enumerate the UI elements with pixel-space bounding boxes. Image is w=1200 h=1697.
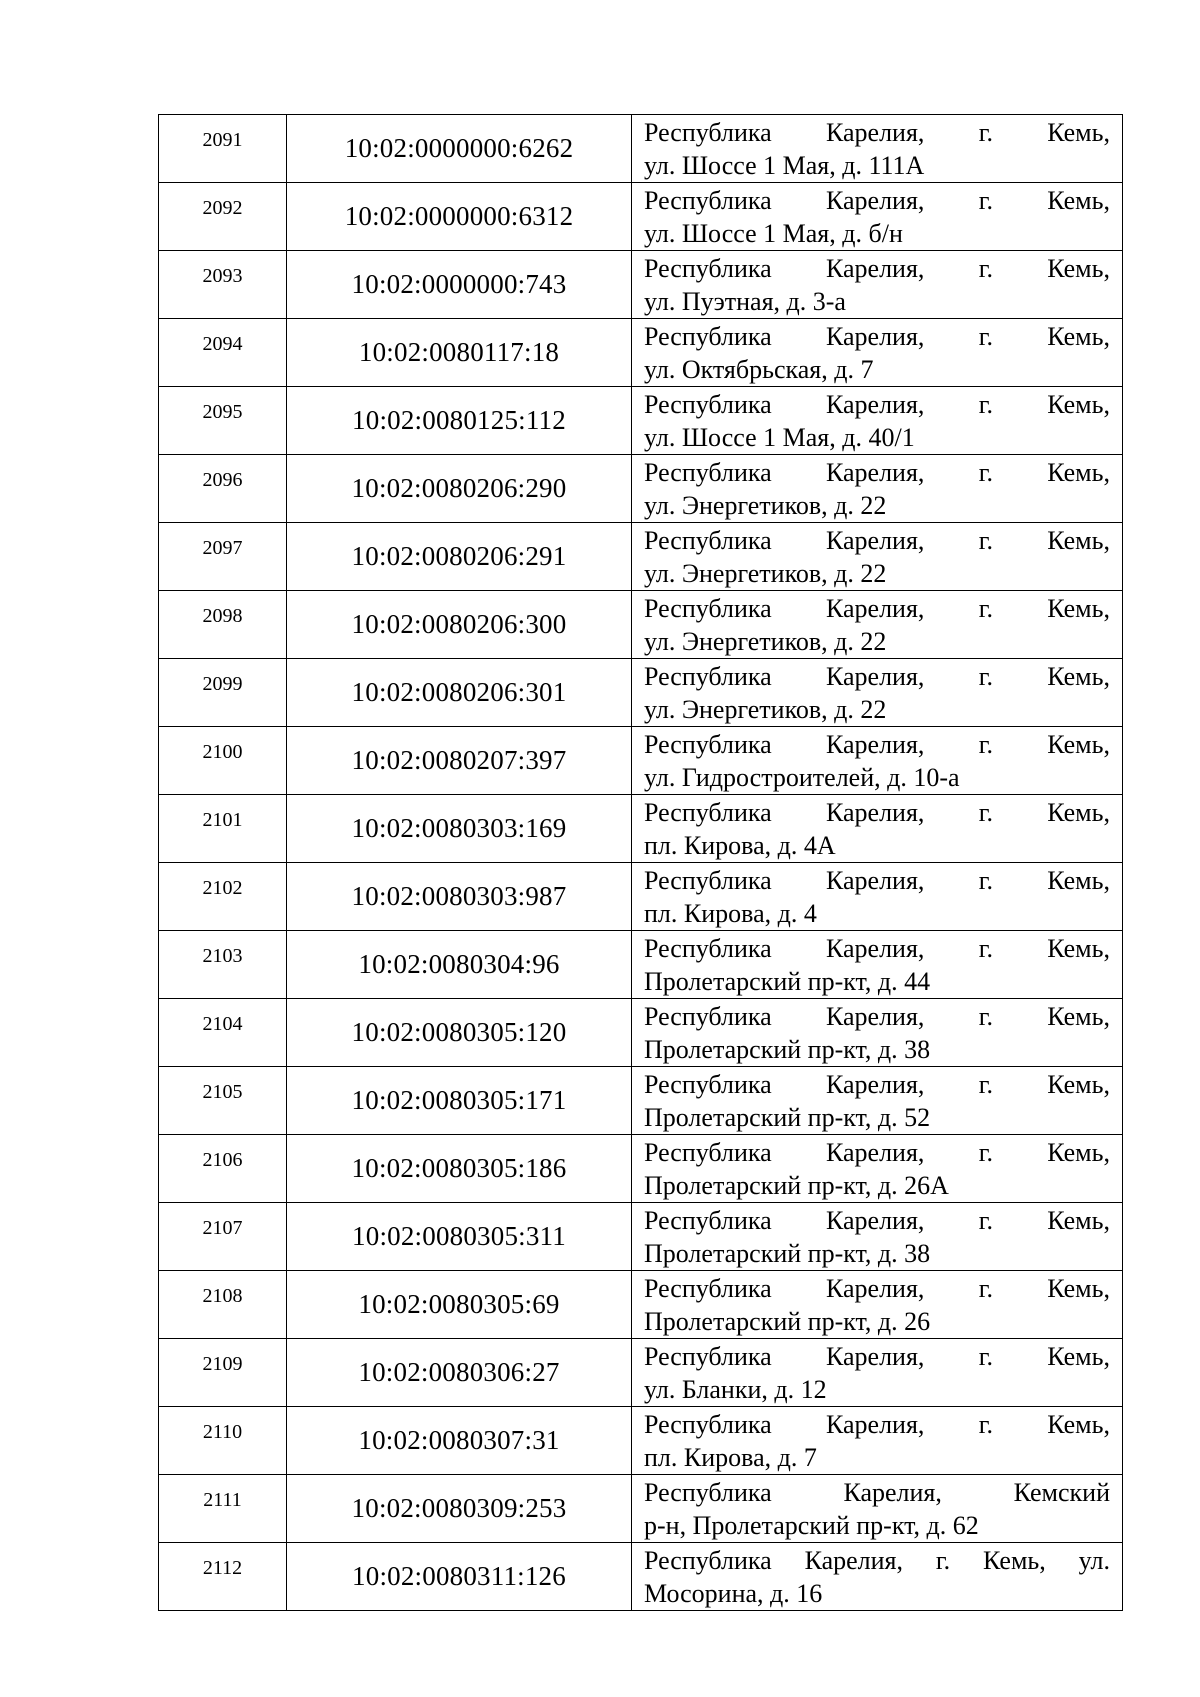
table-row: [159, 115, 1123, 183]
address-line-1: Республика Карелия, г. Кемь,: [644, 730, 1110, 759]
row-number-cell: 2108: [159, 1271, 287, 1339]
address-line-1: Республика Карелия, г. Кемь,: [644, 1206, 1110, 1235]
address-line-1: Республика Карелия, г. Кемь,: [644, 594, 1110, 623]
cadastral-number-cell: 10:02:0080206:290: [287, 455, 632, 523]
address-line-1: Республика Карелия, г. Кемь,: [644, 458, 1110, 487]
address-line-2: ул. Энергетиков, д. 22: [644, 627, 887, 656]
address-line-1: Республика Карелия, г. Кемь,: [644, 118, 1110, 147]
registry-table-body: [159, 115, 1123, 1611]
table-row: [159, 319, 1123, 387]
table-row: [159, 1067, 1123, 1135]
address-line-2: Пролетарский пр-кт, д. 44: [644, 967, 931, 996]
row-number-cell: 2104: [159, 999, 287, 1067]
address-line-2: ул. Пуэтная, д. 3-а: [644, 287, 846, 316]
address-cell: [632, 523, 1123, 591]
address-cell: [632, 1407, 1123, 1475]
address-line-2: пл. Кирова, д. 4А: [644, 831, 836, 860]
cadastral-number-cell: 10:02:0080207:397: [287, 727, 632, 795]
cadastral-number-cell: 10:02:0080305:120: [287, 999, 632, 1067]
cadastral-number-cell: 10:02:0000000:6262: [287, 115, 632, 183]
address-line-1: Республика Карелия, г. Кемь,: [644, 934, 1110, 963]
row-number-cell: 2111: [159, 1475, 287, 1543]
address-line-2: ул. Шоссе 1 Мая, д. б/н: [644, 219, 903, 248]
cadastral-number-cell: 10:02:0080303:169: [287, 795, 632, 863]
cadastral-number-cell: 10:02:0080305:311: [287, 1203, 632, 1271]
cadastral-number-cell: 10:02:0080305:186: [287, 1135, 632, 1203]
cadastral-number-cell: 10:02:0080206:301: [287, 659, 632, 727]
table-row: [159, 931, 1123, 999]
address-cell: [632, 999, 1123, 1067]
row-number-cell: 2105: [159, 1067, 287, 1135]
table-row: [159, 999, 1123, 1067]
table-row: [159, 1203, 1123, 1271]
row-number-cell: 2094: [159, 319, 287, 387]
address-cell: [632, 591, 1123, 659]
cadastral-number-cell: 10:02:0080305:69: [287, 1271, 632, 1339]
row-number-cell: 2096: [159, 455, 287, 523]
address-line-2: Мосорина, д. 16: [644, 1579, 823, 1608]
address-line-1: Республика Карелия, г. Кемь, ул.: [644, 1546, 1110, 1575]
cadastral-number-cell: 10:02:0080311:126: [287, 1543, 632, 1611]
address-line-1: Республика Карелия, г. Кемь,: [644, 186, 1110, 215]
table-row: [159, 455, 1123, 523]
cadastral-number-cell: 10:02:0080304:96: [287, 931, 632, 999]
address-line-2: ул. Шоссе 1 Мая, д. 111А: [644, 151, 925, 180]
address-line-2: ул. Энергетиков, д. 22: [644, 695, 887, 724]
address-line-1: Республика Карелия, г. Кемь,: [644, 1138, 1110, 1167]
table-row: [159, 1271, 1123, 1339]
row-number-cell: 2092: [159, 183, 287, 251]
table-row: [159, 659, 1123, 727]
address-cell: [632, 115, 1123, 183]
table-row: [159, 591, 1123, 659]
address-cell: [632, 931, 1123, 999]
row-number-cell: 2093: [159, 251, 287, 319]
address-line-1: Республика Карелия, г. Кемь,: [644, 1274, 1110, 1303]
property-registry-table: [158, 114, 1123, 1611]
row-number-cell: 2112: [159, 1543, 287, 1611]
address-line-2: ул. Бланки, д. 12: [644, 1375, 827, 1404]
row-number-cell: 2095: [159, 387, 287, 455]
address-line-1: Республика Карелия, г. Кемь,: [644, 254, 1110, 283]
address-line-1: Республика Карелия, г. Кемь,: [644, 662, 1110, 691]
address-line-2: Пролетарский пр-кт, д. 38: [644, 1035, 931, 1064]
address-line-2: ул. Энергетиков, д. 22: [644, 559, 887, 588]
address-line-1: Республика Карелия, г. Кемь,: [644, 390, 1110, 419]
address-cell: [632, 1203, 1123, 1271]
address-cell: [632, 1067, 1123, 1135]
address-line-1: Республика Карелия, г. Кемь,: [644, 1342, 1110, 1371]
address-line-2: Пролетарский пр-кт, д. 38: [644, 1239, 931, 1268]
address-cell: [632, 319, 1123, 387]
address-cell: [632, 1271, 1123, 1339]
address-line-2: ул. Шоссе 1 Мая, д. 40/1: [644, 423, 915, 452]
address-line-1: Республика Карелия, г. Кемь,: [644, 866, 1110, 895]
row-number-cell: 2102: [159, 863, 287, 931]
cadastral-number-cell: 10:02:0080117:18: [287, 319, 632, 387]
address-cell: [632, 659, 1123, 727]
address-line-1: Республика Карелия, г. Кемь,: [644, 526, 1110, 555]
address-cell: [632, 1543, 1123, 1611]
cadastral-number-cell: 10:02:0080206:291: [287, 523, 632, 591]
address-cell: [632, 1339, 1123, 1407]
address-cell: [632, 795, 1123, 863]
table-row: [159, 183, 1123, 251]
address-cell: [632, 455, 1123, 523]
table-row: [159, 1135, 1123, 1203]
table-row: [159, 1475, 1123, 1543]
address-line-2: пл. Кирова, д. 4: [644, 899, 817, 928]
row-number-cell: 2097: [159, 523, 287, 591]
table-row: [159, 1407, 1123, 1475]
address-line-2: ул. Октябрьская, д. 7: [644, 355, 874, 384]
row-number-cell: 2106: [159, 1135, 287, 1203]
cadastral-number-cell: 10:02:0080303:987: [287, 863, 632, 931]
row-number-cell: 2103: [159, 931, 287, 999]
address-line-1: Республика Карелия, Кемский: [644, 1478, 1110, 1507]
cadastral-number-cell: 10:02:0080206:300: [287, 591, 632, 659]
address-line-2: Пролетарский пр-кт, д. 26А: [644, 1171, 949, 1200]
table-row: [159, 523, 1123, 591]
row-number-cell: 2107: [159, 1203, 287, 1271]
address-line-1: Республика Карелия, г. Кемь,: [644, 1002, 1110, 1031]
row-number-cell: 2100: [159, 727, 287, 795]
address-cell: [632, 387, 1123, 455]
table-row: [159, 1339, 1123, 1407]
row-number-cell: 2099: [159, 659, 287, 727]
address-cell: [632, 727, 1123, 795]
cadastral-number-cell: 10:02:0000000:743: [287, 251, 632, 319]
row-number-cell: 2098: [159, 591, 287, 659]
address-line-1: Республика Карелия, г. Кемь,: [644, 1410, 1110, 1439]
address-line-2: ул. Гидростроителей, д. 10-а: [644, 763, 960, 792]
address-line-2: ул. Энергетиков, д. 22: [644, 491, 887, 520]
row-number-cell: 2109: [159, 1339, 287, 1407]
address-cell: [632, 1135, 1123, 1203]
table-row: [159, 387, 1123, 455]
table-row: [159, 863, 1123, 931]
address-line-2: Пролетарский пр-кт, д. 52: [644, 1103, 931, 1132]
table-row: [159, 1543, 1123, 1611]
address-line-2: р-н, Пролетарский пр-кт, д. 62: [644, 1511, 979, 1540]
row-number-cell: 2091: [159, 115, 287, 183]
cadastral-number-cell: 10:02:0080306:27: [287, 1339, 632, 1407]
table-row: [159, 727, 1123, 795]
cadastral-number-cell: 10:02:0080305:171: [287, 1067, 632, 1135]
address-line-2: Пролетарский пр-кт, д. 26: [644, 1307, 931, 1336]
address-cell: [632, 1475, 1123, 1543]
address-cell: [632, 251, 1123, 319]
cadastral-number-cell: 10:02:0000000:6312: [287, 183, 632, 251]
address-line-1: Республика Карелия, г. Кемь,: [644, 798, 1110, 827]
table-row: [159, 795, 1123, 863]
row-number-cell: 2101: [159, 795, 287, 863]
address-cell: [632, 863, 1123, 931]
row-number-cell: 2110: [159, 1407, 287, 1475]
cadastral-number-cell: 10:02:0080125:112: [287, 387, 632, 455]
cadastral-number-cell: 10:02:0080309:253: [287, 1475, 632, 1543]
address-cell: [632, 183, 1123, 251]
cadastral-number-cell: 10:02:0080307:31: [287, 1407, 632, 1475]
address-line-1: Республика Карелия, г. Кемь,: [644, 1070, 1110, 1099]
address-line-1: Республика Карелия, г. Кемь,: [644, 322, 1110, 351]
address-line-2: пл. Кирова, д. 7: [644, 1443, 817, 1472]
table-row: [159, 251, 1123, 319]
